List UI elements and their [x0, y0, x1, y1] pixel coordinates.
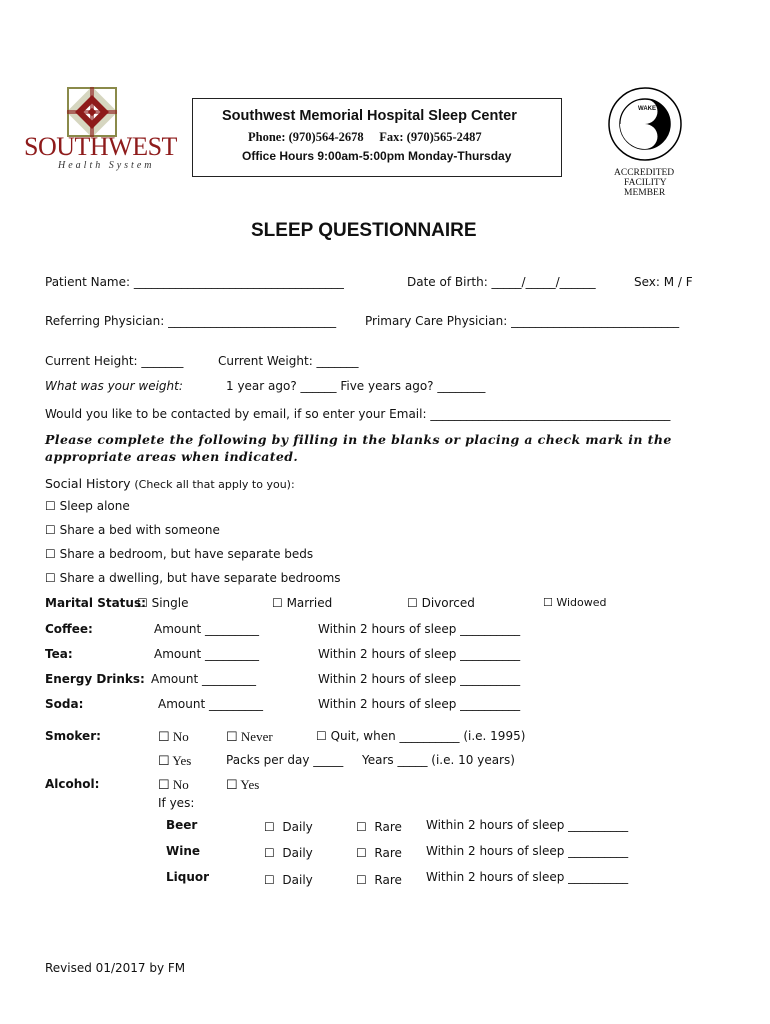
- tea-amount-field[interactable]: Amount _________: [154, 647, 259, 661]
- email-field[interactable]: Would you like to be contacted by email, if so enter your Email: ________________________________________: [45, 407, 671, 421]
- instructions-line1: Please complete the following by filling in the blanks or placing a check mark in the: [45, 432, 672, 447]
- coffee-amount-field[interactable]: Amount _________: [154, 622, 259, 636]
- packs-per-day-field[interactable]: Packs per day _____: [226, 753, 344, 767]
- header-phone-fax: Phone: (970)564-2678 Fax: (970)565-2487: [248, 130, 482, 144]
- smoker-yes-checkbox[interactable]: ☐ Yes: [158, 753, 192, 768]
- weight-question-label: What was your weight:: [45, 379, 183, 393]
- energy-drinks-within-field[interactable]: Within 2 hours of sleep __________: [318, 672, 521, 686]
- social-option-share-bed[interactable]: ☐ Share a bed with someone: [45, 523, 220, 537]
- marital-widowed-checkbox[interactable]: ☐ Widowed: [543, 596, 607, 609]
- wine-label: Wine: [166, 844, 201, 858]
- liquor-daily-checkbox[interactable]: ☐ Daily: [264, 873, 313, 887]
- marital-status-label: Marital Status:: [45, 596, 146, 610]
- seal-sleep-label: SLEEP: [636, 136, 656, 142]
- soda-label: Soda:: [45, 697, 84, 711]
- header-title: Southwest Memorial Hospital Sleep Center: [222, 108, 517, 124]
- soda-amount-field[interactable]: Amount _________: [158, 697, 263, 711]
- sex-field[interactable]: Sex: M / F: [634, 275, 693, 289]
- instructions-line2: appropriate areas when indicated.: [45, 449, 299, 464]
- seal-member: MEMBER: [624, 188, 666, 198]
- liquor-within-field[interactable]: Within 2 hours of sleep __________: [426, 870, 629, 884]
- energy-drinks-amount-field[interactable]: Amount _________: [151, 672, 256, 686]
- social-history-heading: [45, 476, 295, 491]
- aasm-yin-yang-icon: [600, 86, 690, 164]
- alcohol-if-yes-label: If yes:: [158, 796, 195, 810]
- seal-wake-label: WAKE: [638, 106, 656, 112]
- weight-history-field[interactable]: 1 year ago? ______ Five years ago? ________: [226, 379, 486, 393]
- alcohol-no-checkbox[interactable]: ☐ No: [158, 777, 189, 792]
- tea-within-field[interactable]: Within 2 hours of sleep __________: [318, 647, 521, 661]
- energy-drinks-label: Energy Drinks:: [45, 672, 145, 686]
- form-title: SLEEP QUESTIONNAIRE: [251, 220, 477, 241]
- seal-facility: FACILITY: [624, 178, 667, 188]
- tea-label: Tea:: [45, 647, 73, 661]
- liquor-rare-checkbox[interactable]: ☐ Rare: [356, 873, 402, 887]
- org-name: SOUTHWEST: [24, 132, 177, 161]
- social-option-share-bedroom[interactable]: ☐ Share a bedroom, but have separate beds: [45, 547, 314, 561]
- wine-within-field[interactable]: Within 2 hours of sleep __________: [426, 844, 629, 858]
- social-option-sleep-alone[interactable]: ☐ Sleep alone: [45, 499, 130, 513]
- smoker-label: Smoker:: [45, 729, 101, 743]
- beer-label: Beer: [166, 818, 198, 832]
- height-field[interactable]: Current Height: _______: [45, 354, 184, 368]
- smoker-quit-checkbox[interactable]: ☐ Quit, when __________ (i.e. 1995): [316, 729, 526, 743]
- beer-within-field[interactable]: Within 2 hours of sleep __________: [426, 818, 629, 832]
- alcohol-label: Alcohol:: [45, 777, 100, 791]
- social-option-share-dwelling[interactable]: ☐ Share a dwelling, but have separate bedrooms: [45, 571, 341, 585]
- revision-footer: Revised 01/2017 by FM: [45, 961, 186, 975]
- alcohol-yes-checkbox[interactable]: ☐ Yes: [226, 777, 260, 792]
- aasm-seal: [600, 86, 690, 198]
- southwest-emblem-icon: [22, 86, 172, 138]
- referring-physician-field[interactable]: Referring Physician: ____________________________: [45, 314, 337, 328]
- soda-within-field[interactable]: Within 2 hours of sleep __________: [318, 697, 521, 711]
- marital-married-checkbox[interactable]: ☐ Married: [272, 596, 333, 610]
- marital-single-checkbox[interactable]: ☐ Single: [137, 596, 189, 610]
- smoking-years-field[interactable]: Years _____ (i.e. 10 years): [362, 753, 515, 767]
- header-hours: Office Hours 9:00am-5:00pm Monday-Thursday: [242, 149, 512, 163]
- dob-field[interactable]: Date of Birth: _____/_____/______: [407, 275, 596, 289]
- southwest-logo: [22, 86, 177, 176]
- coffee-within-field[interactable]: Within 2 hours of sleep __________: [318, 622, 521, 636]
- smoker-no-checkbox[interactable]: ☐ No: [158, 729, 189, 744]
- beer-rare-checkbox[interactable]: ☐ Rare: [356, 820, 402, 834]
- marital-divorced-checkbox[interactable]: ☐ Divorced: [407, 596, 475, 610]
- coffee-label: Coffee:: [45, 622, 93, 636]
- primary-physician-field[interactable]: Primary Care Physician: ____________________________: [365, 314, 680, 328]
- org-subtitle: Health System: [58, 160, 155, 171]
- social-history-note: (Check all that apply to you):: [134, 478, 295, 491]
- social-history-title: Social History: [45, 476, 131, 491]
- smoker-never-checkbox[interactable]: ☐ Never: [226, 729, 273, 744]
- wine-daily-checkbox[interactable]: ☐ Daily: [264, 846, 313, 860]
- patient-name-field[interactable]: Patient Name: ___________________________________: [45, 275, 344, 289]
- weight-field[interactable]: Current Weight: _______: [218, 354, 359, 368]
- beer-daily-checkbox[interactable]: ☐ Daily: [264, 820, 313, 834]
- wine-rare-checkbox[interactable]: ☐ Rare: [356, 846, 402, 860]
- seal-accredited: ACCREDITED: [614, 168, 675, 178]
- liquor-label: Liquor: [166, 870, 210, 884]
